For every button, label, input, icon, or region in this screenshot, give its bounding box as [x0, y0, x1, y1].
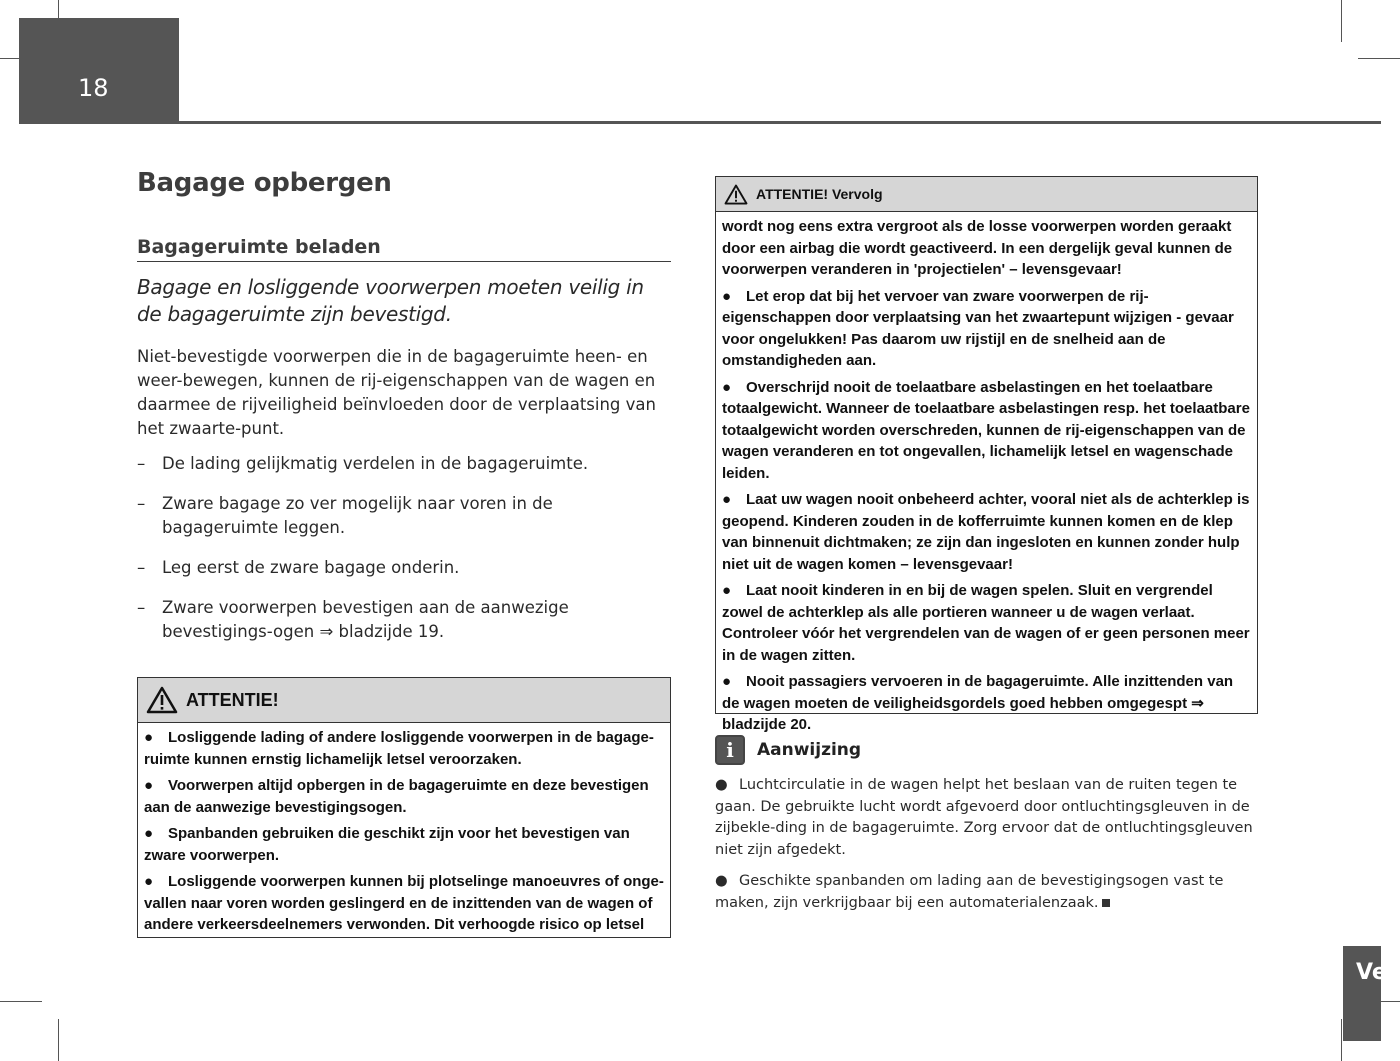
warning-triangle-icon [146, 686, 178, 714]
warning-item: ● Overschrijd nooit de toelaatbare asbelastingen en het toelaatbare totaalgewicht. Wanneer de toelaatbare asbelastingen resp. het toelaatbare totaalgewicht worden overschreden, kunnen de rij-eigenschappen van de wagen veranderen en tot ongevallen, lichamelijk letsel en wagenschade leiden. [722, 378, 1250, 482]
warning-continued-header [716, 177, 1257, 212]
warning-item: ● Laat nooit kinderen in en bij de wagen spelen. Sluit en vergrendel zowel de achterklep als alle portieren wanneer u de wagen verlaat. Controleer vóór het vergrendelen van de wagen of er geen personen meer in de wagen zitten. [722, 582, 1250, 664]
body-text: Niet-bevestigde voorwerpen die in de bagageruimte heen- en weer-bewegen, kunnen de rij-eigenschappen van de wagen en daarmee de rijveiligheid beïnvloeden door de verplaatsing van het zwaarte-punt. [137, 347, 656, 438]
bullet-icon: ● [144, 825, 154, 842]
warning-item: ● Losliggende lading of andere losliggende voorwerpen in de bagage-ruimte kunnen ernstig lichamelijk letsel veroorzaken. [144, 729, 654, 768]
note-item: ● Luchtcirculatie in de wagen helpt het beslaan van de ruiten tegen te gaan. De gebruikte lucht wordt afgevoerd door ontluchtingsgleuven in de zijbekle-ding in de bagageruimte. Zorg ervoor dat de ontluchtingsgleuven niet zijn afgedekt. [715, 777, 1253, 858]
right-column [715, 176, 1258, 733]
steps-list [137, 452, 671, 644]
crop-mark [1341, 0, 1342, 42]
page-number: 18 [78, 74, 109, 102]
side-chapter-label: Ve [1356, 960, 1387, 985]
warning-item: ● Losliggende voorwerpen kunnen bij plotselinge manoeuvres of onge-vallen naar voren worden geslingerd en de inzittenden van de wagen of andere verkeersdeelnemers verwonden. Dit verhoogde risico op letsel [144, 873, 664, 933]
bullet-icon: ● [722, 378, 732, 396]
subsection-title: Bagageruimte beladen [137, 236, 671, 262]
warning-triangle-icon [724, 184, 748, 205]
note-header [715, 735, 1260, 765]
end-mark-icon [1102, 899, 1110, 907]
bullet-icon: ● [722, 673, 732, 690]
crop-mark [1341, 1019, 1342, 1061]
note-item: ● Geschikte spanbanden om lading aan de bevestigingsogen vast te maken, zijn verkrijgbaar bij een automaterialenzaak. [715, 873, 1224, 911]
warning-item: ● Spanbanden gebruiken die geschikt zijn voor het bevestigen van zware voorwerpen. [144, 825, 630, 864]
left-column [137, 168, 671, 660]
warning-intro: wordt nog eens extra vergroot als de losse voorwerpen worden geraakt door een airbag die wordt geactiveerd. In een dergelijk geval kunnen de voorwerpen veranderen in 'projectielen' – levensgevaar! [722, 218, 1233, 278]
warning-item: ● Laat uw wagen nooit onbeheerd achter, vooral niet als de achterklep is geopend. Kinderen zouden in de kofferruimte kunnen komen en de klep van binnenuit dichtmaken; ze zijn dan ingesloten en kunnen zonder hulp niet uit de wagen komen – levensgevaar! [722, 491, 1250, 573]
warning-continued-title: ATTENTIE! Vervolg [756, 186, 883, 202]
page-number-tab [19, 18, 179, 123]
warning-item: ● Voorwerpen altijd opbergen in de bagageruimte en deze bevestigen aan de aanwezige bevestigingsogen. [144, 777, 649, 816]
bullet-icon: ● [144, 777, 154, 794]
lead-text: Bagage en losliggende voorwerpen moeten veilig in de bagageruimte zijn bevestigd. [137, 275, 644, 326]
header-rule [19, 121, 1381, 124]
crop-mark [1358, 58, 1400, 59]
bullet-icon: ● [722, 491, 732, 508]
list-item: – De lading gelijkmatig verdelen in de bagageruimte. [137, 452, 671, 476]
warning-header [138, 678, 670, 723]
bullet-icon: ● [722, 582, 732, 599]
warning-continued-box [715, 176, 1258, 733]
warning-box [137, 677, 671, 938]
note-title: Aanwijzing [757, 740, 862, 760]
list-item: – Zware bagage zo ver mogelijk naar voren in de bagageruimte leggen. [137, 492, 671, 540]
list-item: – Leg eerst de zware bagage onderin. [137, 556, 671, 580]
bullet-icon: ● [144, 873, 154, 890]
warning-title: ATTENTIE! [186, 689, 279, 710]
warning-item: ● Let erop dat bij het vervoer van zware voorwerpen de rij-eigenschappen door verplaatsing van het zwaartepunt wijzigen - gevaar voor ongelukken! Pas daarom uw rijstijl en de snelheid aan de omstandigheden aan. [722, 287, 1234, 369]
bullet-icon: ● [144, 729, 154, 746]
bullet-icon: ● [722, 287, 732, 305]
list-item: – Zware voorwerpen bevestigen aan de aanwezige bevestigings-ogen ⇒ bladzijde 19. [137, 596, 671, 644]
crop-mark [0, 1001, 42, 1002]
info-icon: i [715, 735, 745, 765]
section-title: Bagage opbergen [137, 168, 392, 198]
bullet-icon: ● [715, 777, 728, 793]
note-section [715, 735, 1260, 914]
warning-item: ● Nooit passagiers vervoeren in de bagageruimte. Alle inzittenden van de wagen moeten de veiligheidsgordels goed hebben omgegespt ⇒ bladzijde 20. [722, 673, 1234, 733]
bullet-icon: ● [715, 873, 728, 889]
crop-mark [58, 1019, 59, 1061]
